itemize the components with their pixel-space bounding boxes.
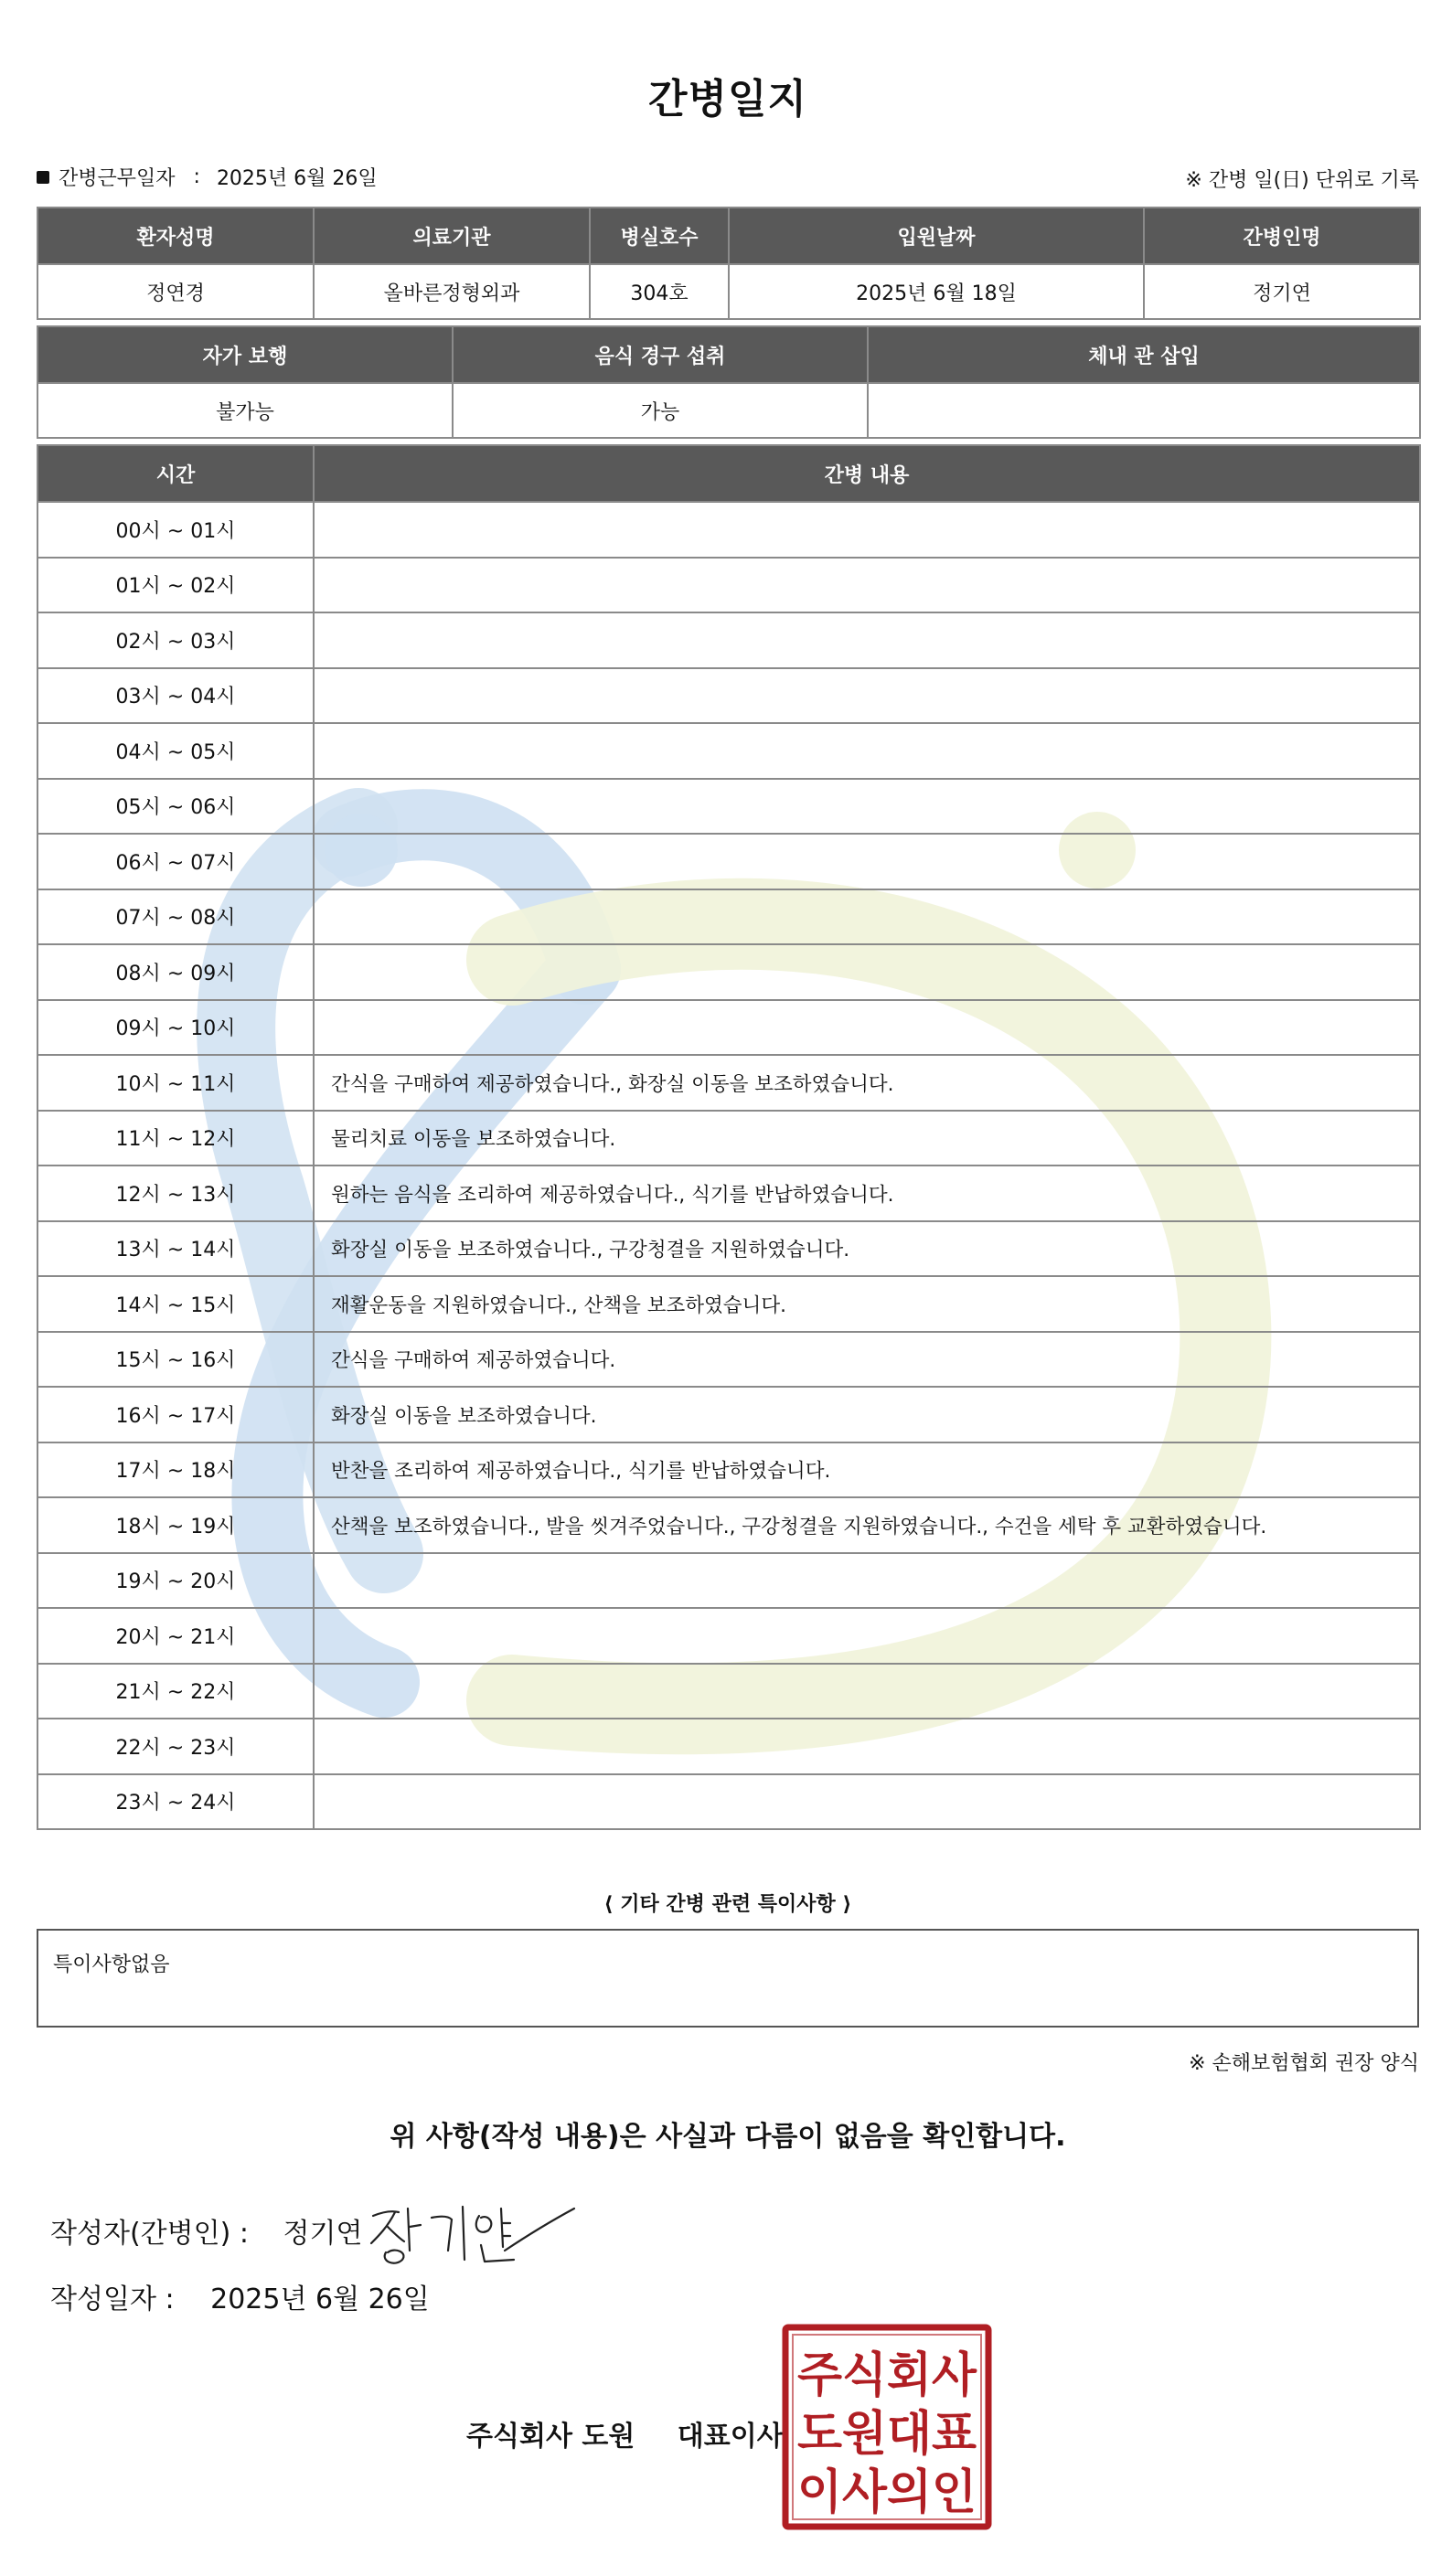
table-row — [37, 779, 1420, 835]
care-content — [314, 889, 1420, 945]
bullet-square-icon — [37, 171, 49, 184]
care-content: 화장실 이동을 보조하였습니다. — [314, 1387, 1420, 1442]
etc-notes-box — [37, 1929, 1419, 2028]
table-row — [37, 1055, 1420, 1111]
header-room: 병실호수 — [590, 208, 729, 264]
table-row — [37, 612, 1420, 668]
table-row — [37, 723, 1420, 779]
work-date-separator: : — [193, 165, 200, 188]
care-content: 산책을 보조하였습니다., 발을 씻겨주었습니다., 구강청결을 지원하였습니다., 수건을 세탁 후 교환하였습니다. — [314, 1497, 1420, 1553]
care-content — [314, 1553, 1420, 1609]
table-row — [37, 1276, 1420, 1332]
time-slot: 22시 ~ 23시 — [37, 1719, 314, 1774]
oral-intake-value: 가능 — [453, 383, 868, 438]
header-patient-name: 환자성명 — [37, 208, 314, 264]
self-walking-value: 불가능 — [37, 383, 453, 438]
care-content — [314, 1000, 1420, 1056]
time-slot: 12시 ~ 13시 — [37, 1166, 314, 1221]
work-date-label: 간병근무일자 — [59, 167, 176, 190]
company-seal-stamp — [782, 2324, 992, 2530]
table-row — [37, 1111, 1420, 1166]
table-row — [37, 944, 1420, 1000]
company-signature-line — [466, 2413, 784, 2454]
table-row — [37, 889, 1420, 945]
room-number: 304호 — [590, 264, 729, 319]
care-content — [314, 612, 1420, 668]
time-slot: 14시 ~ 15시 — [37, 1276, 314, 1332]
care-content — [314, 834, 1420, 889]
care-content — [314, 779, 1420, 835]
care-content: 물리치료 이동을 보조하였습니다. — [314, 1111, 1420, 1166]
care-content: 재활운동을 지원하였습니다., 산책을 보조하였습니다. — [314, 1276, 1420, 1332]
table-row — [37, 1387, 1420, 1442]
time-slot: 05시 ~ 06시 — [37, 779, 314, 835]
header-admission-date: 입원날짜 — [729, 208, 1144, 264]
care-content — [314, 944, 1420, 1000]
writer-name: 정기연 — [283, 2218, 363, 2250]
care-log-rows — [37, 502, 1420, 1829]
written-date-line — [50, 2276, 430, 2316]
tube-insertion-value — [868, 383, 1420, 438]
time-slot: 13시 ~ 14시 — [37, 1221, 314, 1277]
table-row — [37, 1664, 1420, 1719]
table-row — [37, 1442, 1420, 1498]
seal-line-2: 도원대표 — [797, 2407, 977, 2462]
form-note: ※ 손해보험협회 권장 양식 — [1189, 2052, 1419, 2075]
document-title: 간병일지 — [647, 76, 807, 122]
header-oral-intake: 음식 경구 섭취 — [453, 326, 868, 383]
patient-name: 정연경 — [37, 264, 314, 319]
care-content — [314, 558, 1420, 613]
time-slot: 01시 ~ 02시 — [37, 558, 314, 613]
table-row — [37, 1774, 1420, 1830]
care-content: 간식을 구매하여 제공하였습니다. — [314, 1332, 1420, 1388]
header-hospital: 의료기관 — [314, 208, 590, 264]
time-slot: 11시 ~ 12시 — [37, 1111, 314, 1166]
care-content: 반찬을 조리하여 제공하였습니다., 식기를 반납하였습니다. — [314, 1442, 1420, 1498]
time-slot: 19시 ~ 20시 — [37, 1553, 314, 1609]
hospital-name: 올바른정형외과 — [314, 264, 590, 319]
written-date-value: 2025년 6월 26일 — [210, 2283, 430, 2315]
care-content — [314, 502, 1420, 558]
time-slot: 23시 ~ 24시 — [37, 1774, 314, 1830]
table-row — [37, 1000, 1420, 1056]
patient-status-table — [37, 325, 1421, 439]
header-time: 시간 — [37, 445, 314, 502]
care-content — [314, 1608, 1420, 1664]
care-content: 화장실 이동을 보조하였습니다., 구강청결을 지원하였습니다. — [314, 1221, 1420, 1277]
care-content — [314, 1719, 1420, 1774]
time-slot: 00시 ~ 01시 — [37, 502, 314, 558]
handwritten-signature — [368, 2196, 578, 2269]
care-content — [314, 1774, 1420, 1830]
work-date — [37, 163, 378, 191]
table-row — [37, 502, 1420, 558]
admission-date: 2025년 6월 18일 — [729, 264, 1144, 319]
time-slot: 09시 ~ 10시 — [37, 1000, 314, 1056]
etc-notes-text: 특이사항없음 — [53, 1953, 170, 1976]
header-caregiver-name: 간병인명 — [1144, 208, 1420, 264]
table-row — [37, 668, 1420, 724]
time-slot: 10시 ~ 11시 — [37, 1055, 314, 1111]
care-log-table — [37, 444, 1421, 1830]
table-row — [37, 1221, 1420, 1277]
time-slot: 06시 ~ 07시 — [37, 834, 314, 889]
written-date-label: 작성일자 : — [50, 2283, 175, 2315]
writer-label: 작성자(간병인) : — [50, 2218, 249, 2250]
header-self-walking: 자가 보행 — [37, 326, 453, 383]
time-slot: 20시 ~ 21시 — [37, 1608, 314, 1664]
header-tube-insertion: 체내 관 삽입 — [868, 326, 1420, 383]
time-slot: 03시 ~ 04시 — [37, 668, 314, 724]
table-row — [37, 1166, 1420, 1221]
work-date-value: 2025년 6월 26일 — [216, 167, 378, 190]
etc-section-title: ⟨ 기타 간병 관련 특이사항 ⟩ — [603, 1893, 852, 1916]
confirmation-statement: 위 사항(작성 내용)은 사실과 다름이 없음을 확인합니다. — [390, 2121, 1066, 2153]
writer-line — [50, 2210, 362, 2251]
table-row — [37, 1497, 1420, 1553]
time-slot: 16시 ~ 17시 — [37, 1387, 314, 1442]
time-slot: 02시 ~ 03시 — [37, 612, 314, 668]
table-row — [37, 1332, 1420, 1388]
table-row — [37, 834, 1420, 889]
care-content: 원하는 음식을 조리하여 제공하였습니다., 식기를 반납하였습니다. — [314, 1166, 1420, 1221]
patient-info-table — [37, 207, 1421, 320]
care-content — [314, 723, 1420, 779]
table-row — [37, 1553, 1420, 1609]
table-row — [37, 1719, 1420, 1774]
time-slot: 08시 ~ 09시 — [37, 944, 314, 1000]
care-content — [314, 668, 1420, 724]
table-row — [37, 558, 1420, 613]
time-slot: 21시 ~ 22시 — [37, 1664, 314, 1719]
unit-note: ※ 간병 일(日) 단위로 기록 — [1185, 169, 1419, 192]
caregiver-name: 정기연 — [1144, 264, 1420, 319]
time-slot: 15시 ~ 16시 — [37, 1332, 314, 1388]
time-slot: 07시 ~ 08시 — [37, 889, 314, 945]
care-content — [314, 1664, 1420, 1719]
care-content: 간식을 구매하여 제공하였습니다., 화장실 이동을 보조하였습니다. — [314, 1055, 1420, 1111]
seal-line-3: 이사의인 — [797, 2465, 977, 2520]
company-name: 주식회사 도원 — [466, 2421, 635, 2453]
time-slot: 18시 ~ 19시 — [37, 1497, 314, 1553]
header-care-content: 간병 내용 — [314, 445, 1420, 502]
company-representative-title: 대표이사 — [677, 2421, 784, 2453]
time-slot: 17시 ~ 18시 — [37, 1442, 314, 1498]
table-row — [37, 1608, 1420, 1664]
seal-line-1: 주식회사 — [797, 2348, 977, 2403]
time-slot: 04시 ~ 05시 — [37, 723, 314, 779]
